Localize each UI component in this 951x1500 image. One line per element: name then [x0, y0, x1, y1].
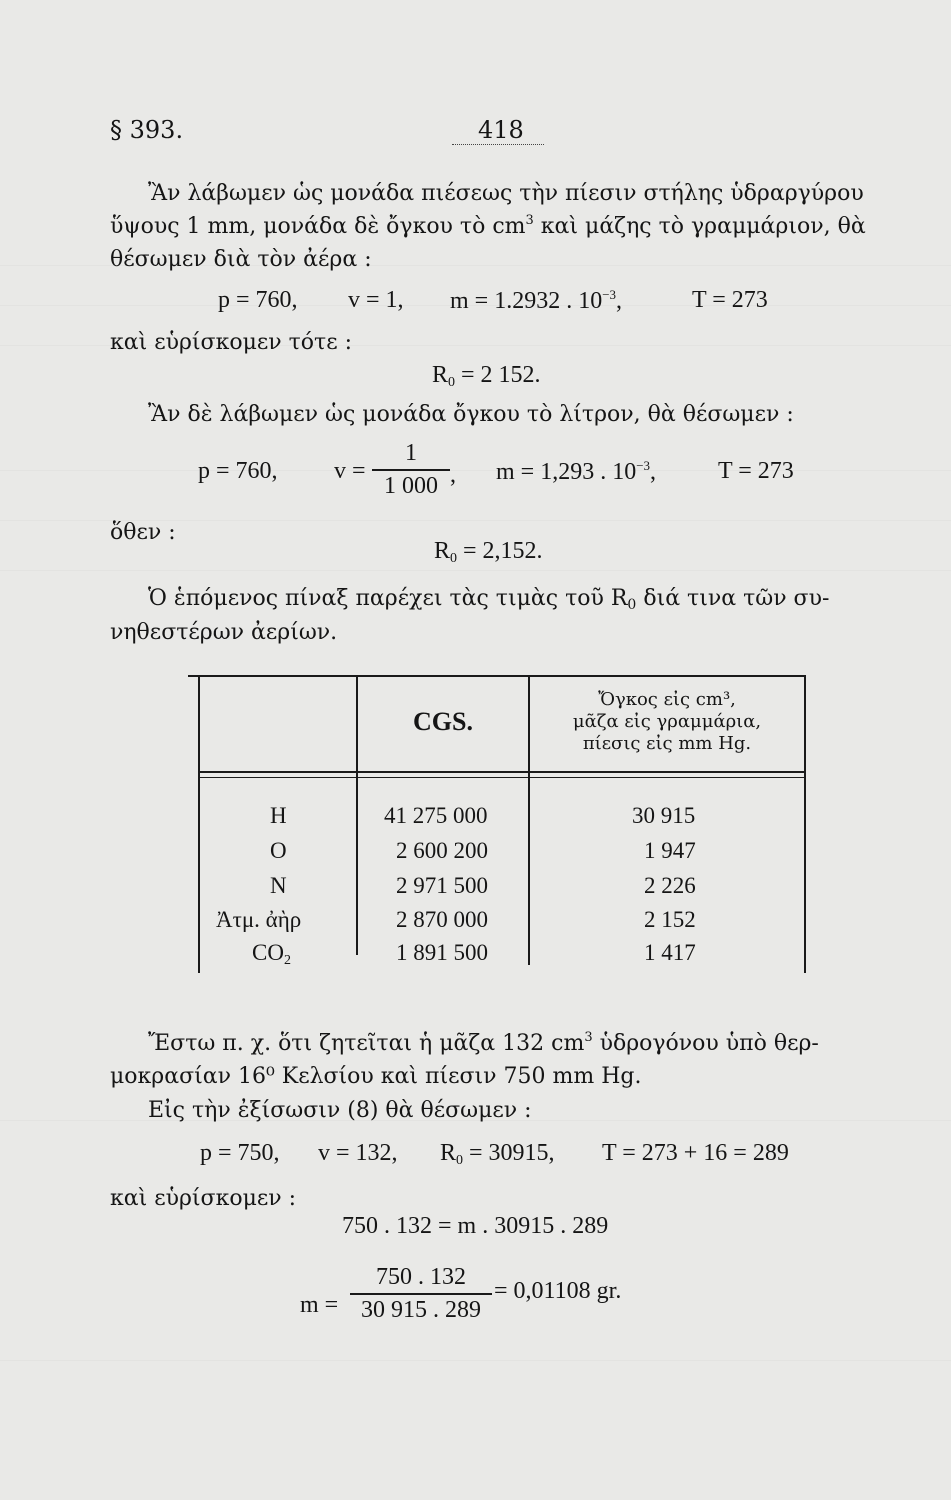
- eq1-p: p = 760,: [218, 287, 298, 313]
- text-find1: καὶ εὑρίσκομεν τότε :: [110, 330, 353, 355]
- eq2-v: v =: [334, 458, 366, 484]
- table-left-rule: [198, 675, 200, 973]
- para3-line2: νηθεστέρων ἀερίων.: [110, 620, 338, 645]
- para4-line1: Ἔστω π. χ. ὅτι ζητεῖται ἡ μᾶζα 132 $cm^3$ ὑδρογόνου ὑπὸ θερ-: [148, 1030, 819, 1056]
- header-cgs: CGS.: [413, 707, 473, 736]
- eq4: 750 . 132 = m . 30915 . 289: [342, 1213, 609, 1239]
- gas-name: N: [270, 873, 287, 898]
- units-value: 1 947: [644, 838, 696, 863]
- para4-line3: Εἰς τὴν ἐξίσωσιν (8) θὰ θέσωμεν :: [148, 1098, 532, 1123]
- header-units: Ὄγκος εἰς cm³, μᾶζα εἰς γραμμάρια, πίεσις εἰς mm Hg.: [572, 689, 762, 754]
- eq5-lhs: m =: [300, 1292, 339, 1318]
- result2: $R_0 = 2,152$.: [434, 538, 543, 566]
- units-value: 1 417: [644, 940, 696, 965]
- para1-line1: Ἂν λάβωμεν ὡς μονάδα πιέσεως τὴν πίεσιν στήλης ὑδραργύρου: [148, 181, 864, 206]
- eq2-fraction: 1 1 000: [372, 440, 450, 500]
- para1-line3: θέσωμεν διὰ τὸν ἀέρα :: [110, 247, 372, 272]
- eq2-comma: ,: [450, 462, 456, 488]
- table-col-rule-1: [356, 675, 358, 955]
- cgs-value: 41 275 000: [384, 803, 488, 828]
- section-number: § 393.: [110, 116, 184, 144]
- gas-name: $CO_2$: [252, 940, 291, 968]
- units-value: 30 915: [632, 803, 696, 828]
- gas-name: H: [270, 803, 287, 828]
- result1: $R_0 = 2$ 152.: [432, 362, 541, 390]
- eq3-R: $R_0 = 30915$,: [440, 1140, 555, 1168]
- cgs-value: 2 870 000: [396, 907, 488, 932]
- table-header-rule-2: [198, 777, 804, 778]
- eq2-m: m = 1,293 . $10^{-3}$,: [496, 458, 657, 485]
- para3-line1: Ὁ ἑπόμενος πίναξ παρέχει τὰς τιμὰς τοῦ $R_0$ διά τινα τῶν συ-: [148, 586, 830, 613]
- cgs-value: 1 891 500: [396, 940, 488, 965]
- header-ornament: [452, 144, 544, 149]
- eq2-p: p = 760,: [198, 458, 278, 484]
- gas-name: O: [270, 838, 287, 863]
- table-header-rule: [198, 771, 804, 773]
- text-find2: καὶ εὑρίσκομεν :: [110, 1186, 297, 1211]
- eq1-T: T = 273: [692, 287, 768, 313]
- para4-line2: μοκρασίαν 16⁰ Κελσίου καὶ πίεσιν 750 mm Hg.: [110, 1064, 642, 1089]
- eq5-rhs: = 0,01108 gr.: [494, 1278, 622, 1304]
- eq1-m: m = 1.2932 . $10^{-3}$,: [450, 287, 623, 314]
- para2: Ἂν δὲ λάβωμεν ὡς μονάδα ὄγκου τὸ λίτρον, θὰ θέσωμεν :: [148, 402, 794, 427]
- table-top-rule: [188, 675, 806, 677]
- eq5-fraction: 750 . 132 30 915 . 289: [350, 1264, 492, 1324]
- para1-line2: ὕψους 1 mm, μονάδα δὲ ὄγκου τὸ $cm^3$ καὶ μάζης τὸ γραμμάριον, θὰ: [110, 213, 866, 239]
- gas-constant-table: [188, 675, 806, 973]
- units-value: 2 152: [644, 907, 696, 932]
- eq2-T: T = 273: [718, 458, 794, 484]
- page-number: 418: [478, 116, 524, 144]
- cgs-value: 2 971 500: [396, 873, 488, 898]
- cgs-value: 2 600 200: [396, 838, 488, 863]
- text-hence: ὅθεν :: [110, 520, 176, 545]
- eq1-v: v = 1,: [348, 287, 404, 313]
- eq3-T: T = 273 + 16 = 289: [602, 1140, 789, 1166]
- table-col-rule-2: [528, 675, 530, 965]
- eq3-p: p = 750,: [200, 1140, 280, 1166]
- units-value: 2 226: [644, 873, 696, 898]
- eq3-v: v = 132,: [318, 1140, 398, 1166]
- table-right-rule: [804, 675, 806, 973]
- gas-name: Ἀτμ. ἀὴρ: [216, 907, 302, 932]
